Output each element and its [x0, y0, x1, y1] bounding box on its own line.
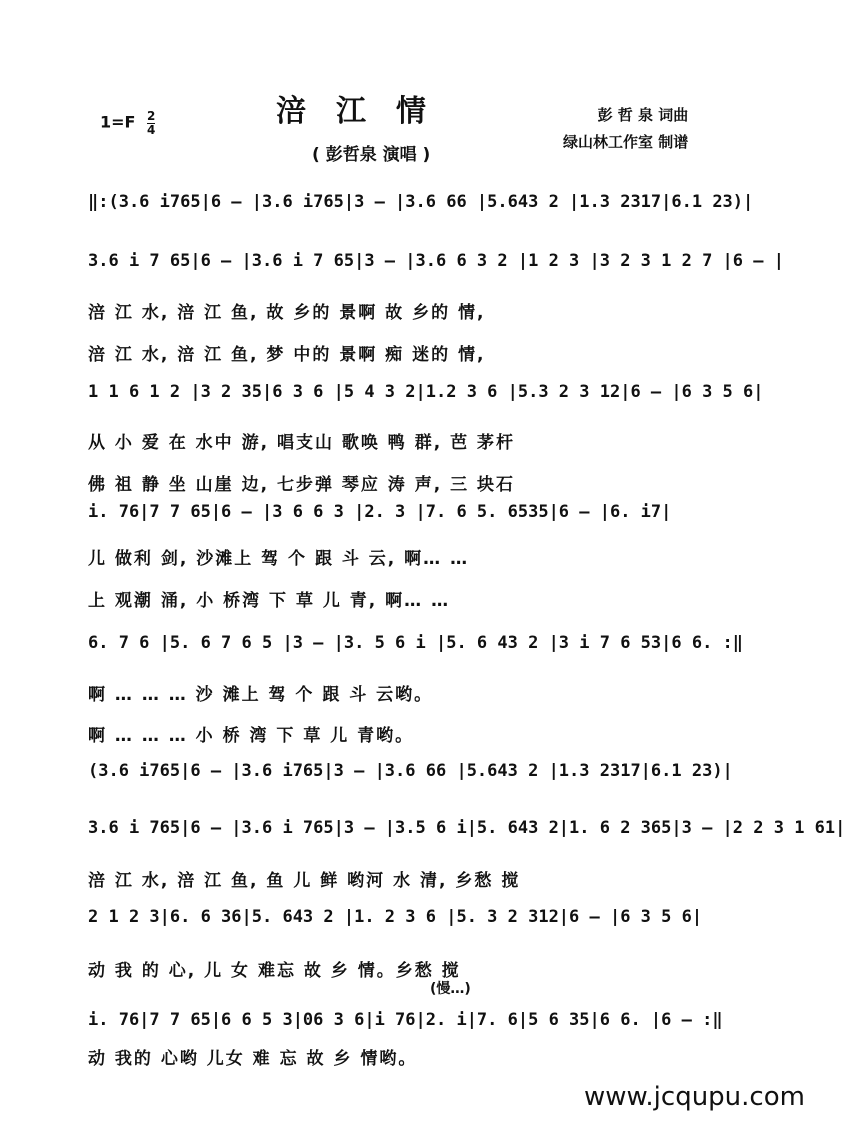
tempo-mark: (慢…): [430, 981, 471, 997]
lyric-line: 佛 祖 静 坐 山崖 边, 七步弹 琴应 涛 声, 三 块石: [88, 475, 516, 495]
song-title: 涪江情: [276, 94, 456, 129]
credits: [563, 102, 688, 156]
engraver: 绿山林工作室 制谱: [563, 133, 689, 151]
lyric-line: 涪 江 水, 涪 江 鱼, 鱼 儿 鲜 哟河 水 清, 乡愁 搅: [88, 871, 521, 891]
lyric-line: 上 观潮 涌, 小 桥湾 下 草 儿 青, 啊… …: [88, 591, 451, 611]
lyric-line: 涪 江 水, 涪 江 鱼, 梦 中的 景啊 痴 迷的 情,: [88, 345, 486, 365]
lyric-line: 动 我 的 心, 儿 女 难忘 故 乡 情。乡愁 搅: [88, 961, 461, 981]
lyricist-composer: 彭 哲 泉 词曲: [597, 106, 689, 124]
notation-line: 3.6 i 7 65|6 – |3.6 i 7 65|3 – |3.6 6 3 2 |1 2 3 |3 2 3 1 2 7 |6 – |: [88, 251, 784, 271]
time-signature: $\frac{2}{4}$: [147, 109, 156, 137]
lyric-line: 动 我的 心哟 儿女 难 忘 故 乡 情哟。: [88, 1049, 418, 1069]
lyric-line: 涪 江 水, 涪 江 鱼, 故 乡的 景啊 故 乡的 情,: [88, 303, 486, 323]
lyric-line: 从 小 爱 在 水中 游, 唱支山 歌唤 鸭 群, 芭 茅杆: [88, 433, 516, 453]
notation-line: (3.6 i765|6 – |3.6 i765|3 – |3.6 66 |5.643 2 |1.3 2317|6.1 23)|: [88, 761, 733, 781]
notation-line: i. 76|7 7 65|6 – |3 6 6 3 |2. 3 |7. 6 5. 6535|6 – |6. i7|: [88, 502, 672, 522]
notation-line: i. 76|7 7 65|6 6 5 3|06 3 6|i 76|2. i|7. 6|5 6 35|6 6. |6 – :‖: [88, 1010, 723, 1030]
notation-line: 2 1 2 3|6. 6 36|5. 643 2 |1. 2 3 6 |5. 3 2 312|6 – |6 3 5 6|: [88, 907, 703, 927]
lyric-line: 啊 … … … 沙 滩上 驾 个 跟 斗 云哟。: [88, 685, 434, 705]
notation-line: 3.6 i 765|6 – |3.6 i 765|3 – |3.5 6 i|5. 643 2|1. 6 2 365|3 – |2 2 3 1 61|: [88, 818, 845, 838]
lyric-line: 儿 做利 剑, 沙滩上 驾 个 跟 斗 云, 啊… …: [88, 549, 470, 569]
notation-line: 6. 7 6 |5. 6 7 6 5 |3 – |3. 5 6 i |5. 6 43 2 |3 i 7 6 53|6 6. :‖: [88, 633, 744, 653]
performer-credit: ( 彭哲泉 演唱 ): [312, 145, 431, 165]
notation-line: 1 1 6 1 2 |3 2 35|6 3 6 |5 4 3 2|1.2 3 6 |5.3 2 3 12|6 – |6 3 5 6|: [88, 382, 764, 402]
key-signature: 1=F $\frac{2}{4}$: [100, 109, 156, 137]
lyric-line: 啊 … … … 小 桥 湾 下 草 儿 青哟。: [88, 726, 415, 746]
watermark: www.jcqupu.com: [584, 1082, 805, 1112]
notation-line: ‖:(3.6 i765|6 – |3.6 i765|3 – |3.6 66 |5.643 2 |1.3 2317|6.1 23)|: [88, 192, 754, 212]
